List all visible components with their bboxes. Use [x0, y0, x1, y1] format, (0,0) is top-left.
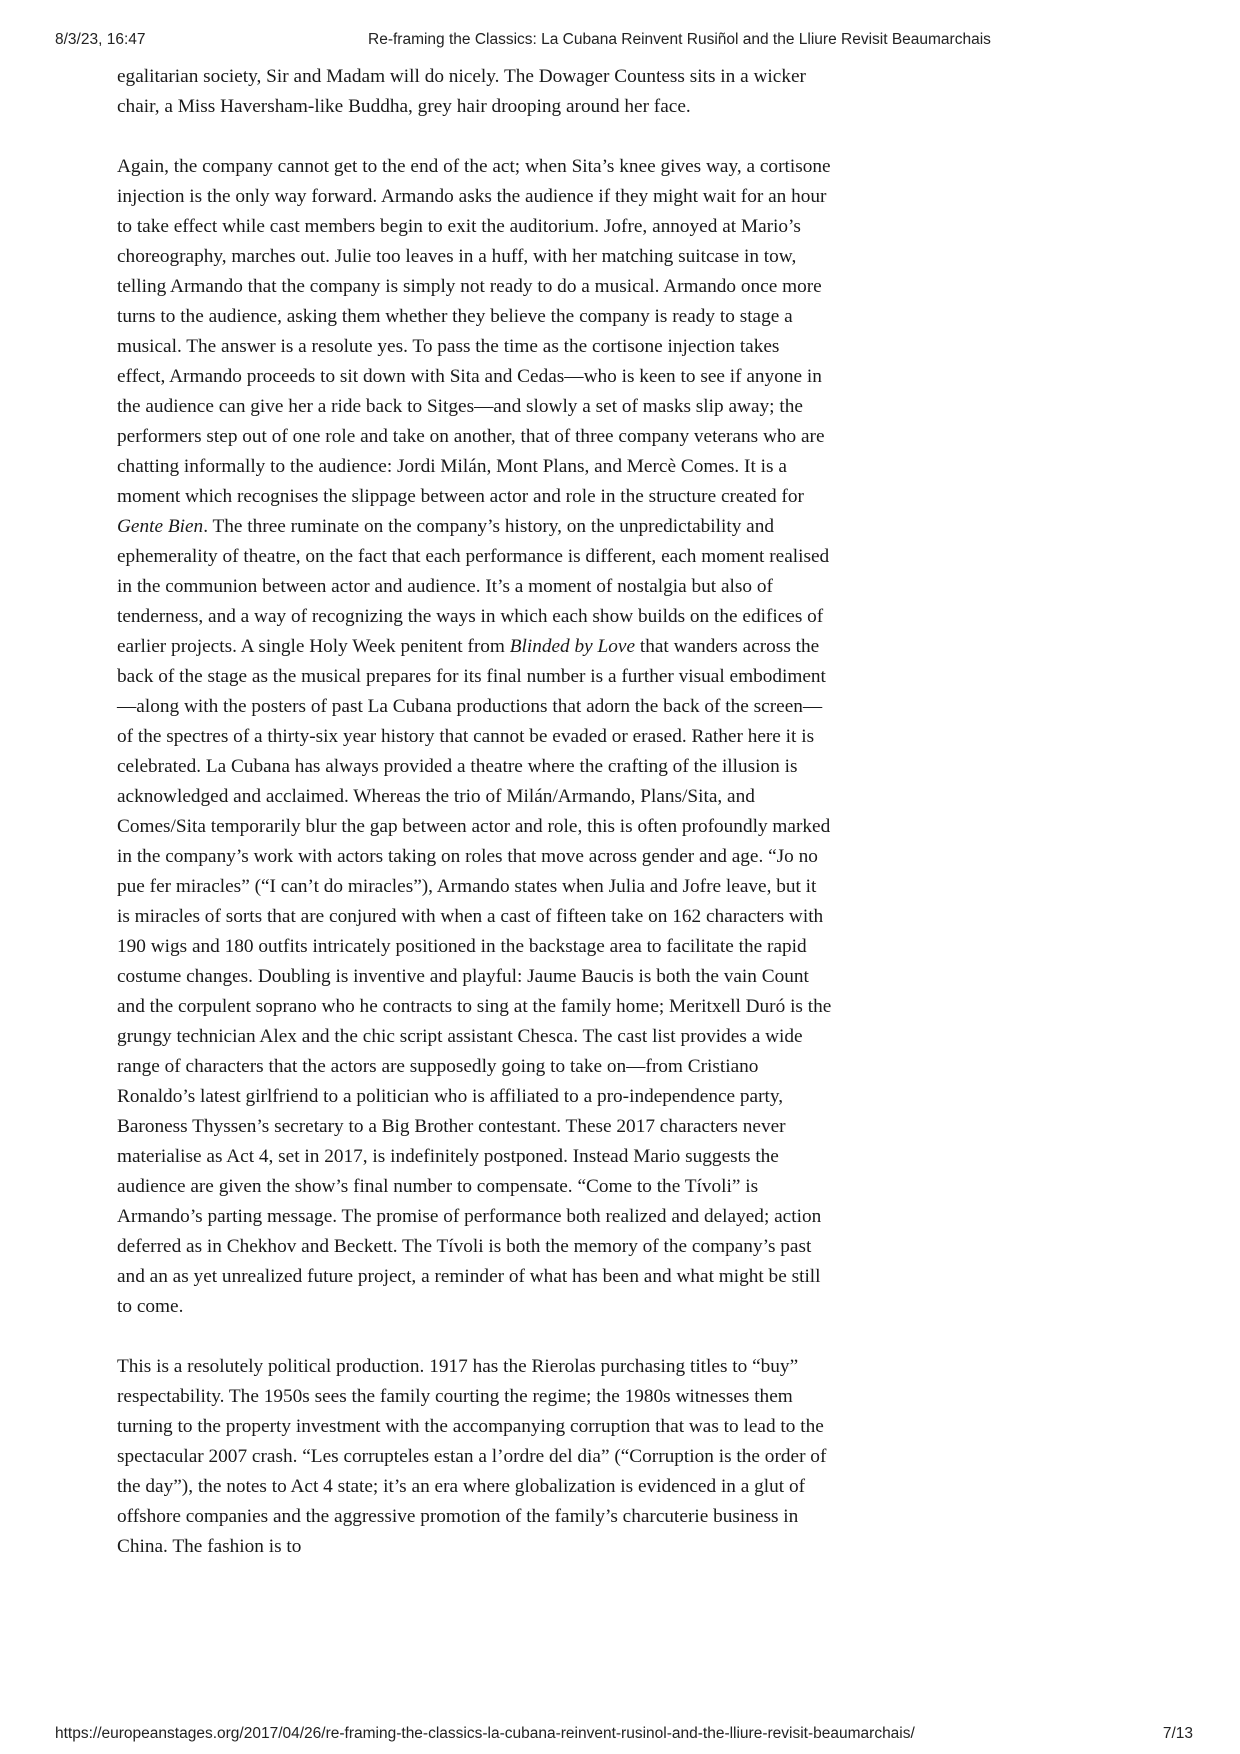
paragraph-2-text-b: . The three ruminate on the company’s history, on the unpredictability and ephemerality of theatre, on the fact that each performance is different, each moment realised in the communion between actor and audience. It’s a moment of nostalgia but also of tenderness, and a way of recognizing the ways in which each show builds on the edifices of earlier projects. A single Holy Week penitent from: [117, 516, 830, 657]
article-body: [117, 62, 832, 1562]
work-title-blinded-by-love: Blinded by Love: [509, 636, 636, 657]
page-url: https://europeanstages.org/2017/04/26/re-framing-the-classics-la-cubana-reinvent-rusinol-and-the-lliure-revisit-beaumarchais/: [55, 1725, 915, 1742]
print-header: [0, 31, 1240, 51]
page-number: 7/13: [1162, 1725, 1193, 1742]
print-footer: [0, 1725, 1240, 1745]
paragraph-2: [117, 152, 832, 1322]
paragraph-2-text-a: Again, the company cannot get to the end of the act; when Sita’s knee gives way, a cortisone injection is the only way forward. Armando asks the audience if they might wait for an hour to take effect while cast members begin to exit the auditorium. Jofre, annoyed at Mario’s choreography, marches out. Julie too leaves in a huff, with her matching suitcase in tow, telling Armando that the company is simply not ready to do a musical. Armando once more turns to the audience, asking them whether they believe the company is ready to stage a musical. The answer is a resolute yes. To pass the time as the cortisone injection takes effect, Armando proceeds to sit down with Sita and Cedas—who is keen to see if anyone in the audience can give her a ride back to Sitges—and slowly a set of masks slip away; the performers step out of one role and take on another, that of three company veterans who are chatting informally to the audience: Jordi Milán, Mont Plans, and Mercè Comes. It is a moment which recognises the slippage between actor and role in the structure created for: [117, 156, 831, 507]
paragraph-1: egalitarian society, Sir and Madam will do nicely. The Dowager Countess sits in a wicker chair, a Miss Haversham-like Buddha, grey hair drooping around her face.: [117, 66, 806, 117]
print-date: 8/3/23, 16:47: [55, 31, 146, 48]
work-title-gente-bien: Gente Bien: [117, 516, 204, 537]
paragraph-3: This is a resolutely political production. 1917 has the Rierolas purchasing titles to “buy” respectability. The 1950s sees the family courting the regime; the 1980s witnesses them turning to the property investment with the accompanying corruption that was to lead to the spectacular 2007 crash. “Les corrupteles estan a l’ordre del dia” (“Corruption is the order of the day”), the notes to Act 4 state; it’s an era where globalization is evidenced in a glut of offshore companies and the aggressive promotion of the family’s charcuterie business in China. The fashion is to: [117, 1356, 827, 1557]
paragraph-2-text-c: that wanders across the back of the stage as the musical prepares for its final number is a further visual embodiment—along with the posters of past La Cubana productions that adorn the back of the screen—of the spectres of a thirty-six year history that cannot be evaded or erased. Rather here it is celebrated. La Cubana has always provided a theatre where the crafting of the illusion is acknowledged and acclaimed. Whereas the trio of Milán/Armando, Plans/Sita, and Comes/Sita temporarily blur the gap between actor and role, this is often profoundly marked in the company’s work with actors taking on roles that move across gender and age. “Jo no pue fer miracles” (“I can’t do miracles”), Armando states when Julia and Jofre leave, but it is miracles of sorts that are conjured with when a cast of fifteen take on 162 characters with 190 wigs and 180 outfits intricately positioned in the backstage area to facilitate the rapid costume changes. Doubling is inventive and playful: Jaume Baucis is both the vain Count and the corpulent soprano who he contracts to sing at the family home; Meritxell Duró is the grungy technician Alex and the chic script assistant Chesca. The cast list provides a wide range of characters that the actors are supposedly going to take on—from Cristiano Ronaldo’s latest girlfriend to a politician who is affiliated to a pro-independence party, Baroness Thyssen’s secretary to a Big Brother contestant. These 2017 characters never materialise as Act 4, set in 2017, is indefinitely postponed. Instead Mario suggests the audience are given the show’s final number to compensate. “Come to the Tívoli” is Armando’s parting message. The promise of performance both realized and delayed; action deferred as in Chekhov and Beckett. The Tívoli is both the memory of the company’s past and an as yet unrealized future project, a reminder of what has been and what might be still to come.: [117, 636, 832, 1317]
print-page-title: Re-framing the Classics: La Cubana Reinvent Rusiñol and the Lliure Revisit Beaumarchais: [368, 31, 991, 48]
